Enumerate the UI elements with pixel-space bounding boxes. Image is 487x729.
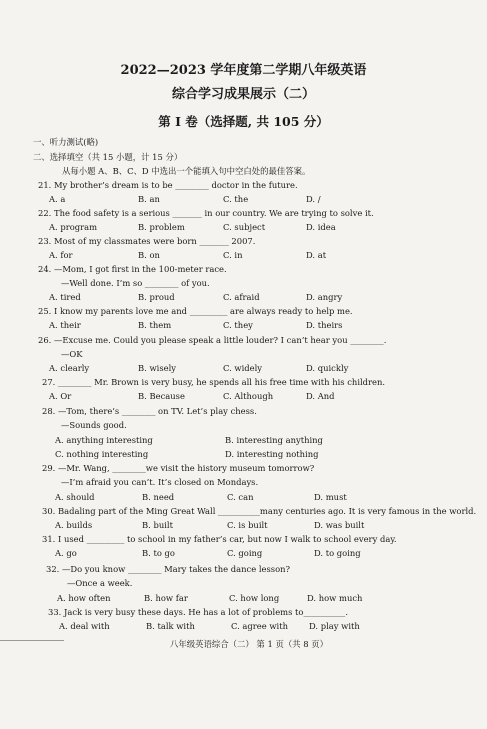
question-32-option-a: A. how often [57, 593, 111, 603]
question-23-option-c: C. in [223, 250, 243, 260]
question-31-option-c: C. going [227, 548, 263, 558]
question-27-stem: 27. ________ Mr. Brown is very busy, he spends all his free time with his children. [42, 377, 386, 387]
question-26-stem: 26. —Excuse me. Could you please speak a little louder? I can’t hear you ________. [38, 335, 387, 345]
question-33-option-a: A. deal with [59, 621, 110, 631]
page-footer: 八年级英语综合（二） 第 1 页（共 8 页） [170, 639, 328, 649]
question-25-option-b: B. them [138, 320, 172, 330]
exam-title-line1: 2022—2023 学年度第二学期八年级英语 [120, 63, 367, 78]
question-29-option-a: A. should [55, 492, 95, 502]
question-26-option-a: A. clearly [49, 363, 90, 373]
question-29-reply: —I’m afraid you can’t. It’s closed on Mondays. [61, 477, 259, 487]
question-25-option-a: A. their [49, 320, 81, 330]
section-listening: 一、听力测试(略) [33, 137, 99, 147]
question-30-option-b: B. built [142, 520, 173, 530]
question-22-option-b: B. problem [138, 222, 185, 232]
question-31-option-a: A. go [55, 548, 77, 558]
question-29-option-d: D. must [314, 492, 347, 502]
question-29-option-b: B. need [142, 492, 175, 502]
question-30-option-c: C. is built [227, 520, 268, 530]
question-27-option-c: C. Although [223, 391, 274, 401]
question-22-option-c: C. subject [223, 222, 266, 232]
question-26-option-b: B. wisely [138, 363, 176, 373]
question-28-reply: —Sounds good. [61, 420, 127, 430]
question-23-stem: 23. Most of my classmates were born _______ 2007. [38, 236, 256, 246]
question-31-stem: 31. I used _________ to school in my father’s car, but now I walk to school every day. [42, 534, 397, 544]
question-21-option-b: B. an [138, 194, 160, 204]
exam-title-line2: 综合学习成果展示（二） [171, 87, 315, 102]
question-25-option-c: C. they [223, 320, 253, 330]
question-32-stem: 32. —Do you know ________ Mary takes the dance lesson? [46, 564, 291, 574]
question-30-option-d: D. was built [314, 520, 365, 530]
question-31-option-b: B. to go [142, 548, 175, 558]
question-33-option-d: D. play with [309, 621, 360, 631]
question-31-option-d: D. to going [314, 548, 361, 558]
question-24-reply: —Well done. I’m so ________ of you. [61, 278, 210, 288]
question-28-option-c: C. nothing interesting [55, 449, 149, 459]
question-30-stem: 30. Badaling part of the Ming Great Wall __________many centuries ago. It is very famous in the world. [42, 506, 477, 516]
question-24-stem: 24. —Mom, I got first in the 100-meter race. [38, 264, 227, 274]
question-22-option-a: A. program [49, 222, 98, 232]
question-26-option-c: C. widely [223, 363, 263, 373]
question-21-option-d: D. / [306, 194, 321, 204]
question-27-option-a: A. Or [49, 391, 72, 401]
question-33-stem: 33. Jack is very busy these days. He has a lot of problems to__________. [48, 607, 348, 617]
question-29-option-c: C. can [227, 492, 254, 502]
question-24-option-a: A. tired [49, 292, 81, 302]
question-24-option-c: C. afraid [223, 292, 260, 302]
question-23-option-d: D. at [306, 250, 327, 260]
footer-divider [0, 640, 64, 641]
section-instruction: 从每小题 A、B、C、D 中选出一个能填入句中空白处的最佳答案。 [62, 166, 311, 176]
question-21-option-c: C. the [223, 194, 249, 204]
question-22-option-d: D. idea [306, 222, 336, 232]
question-27-option-d: D. And [306, 391, 335, 401]
question-28-option-d: D. interesting nothing [225, 449, 319, 459]
question-23-option-b: B. on [138, 250, 160, 260]
question-21-stem: 21. My brother’s dream is to be ________ doctor in the future. [38, 180, 298, 190]
question-32-reply: —Once a week. [67, 578, 133, 588]
question-25-option-d: D. theirs [306, 320, 343, 330]
question-24-option-d: D. angry [306, 292, 343, 302]
question-29-stem: 29. —Mr. Wang, ________we visit the history museum tomorrow? [42, 463, 315, 473]
question-26-option-d: D. quickly [306, 363, 349, 373]
question-33-option-c: C. agree with [231, 621, 288, 631]
question-24-option-b: B. proud [138, 292, 175, 302]
question-25-stem: 25. I know my parents love me and _________ are always ready to help me. [38, 306, 353, 316]
question-28-stem: 28. —Tom, there’s ________ on TV. Let’s play chess. [42, 406, 257, 416]
section-choice: 二、选择填空（共 15 小题，计 15 分） [33, 152, 183, 162]
question-33-option-b: B. talk with [146, 621, 195, 631]
question-32-option-d: D. how much [307, 593, 363, 603]
question-30-option-a: A. builds [55, 520, 93, 530]
question-28-option-a: A. anything interesting [55, 435, 153, 445]
question-23-option-a: A. for [49, 250, 73, 260]
question-26-reply: —OK [61, 349, 83, 359]
question-21-option-a: A. a [49, 194, 66, 204]
volume-heading: 第 I 卷（选择题, 共 105 分） [158, 114, 329, 129]
question-32-option-b: B. how far [144, 593, 188, 603]
question-27-option-b: B. Because [138, 391, 185, 401]
question-22-stem: 22. The food safety is a serious _______ in our country. We are trying to solve it. [38, 208, 374, 218]
question-28-option-b: B. interesting anything [225, 435, 323, 445]
question-32-option-c: C. how long [229, 593, 280, 603]
